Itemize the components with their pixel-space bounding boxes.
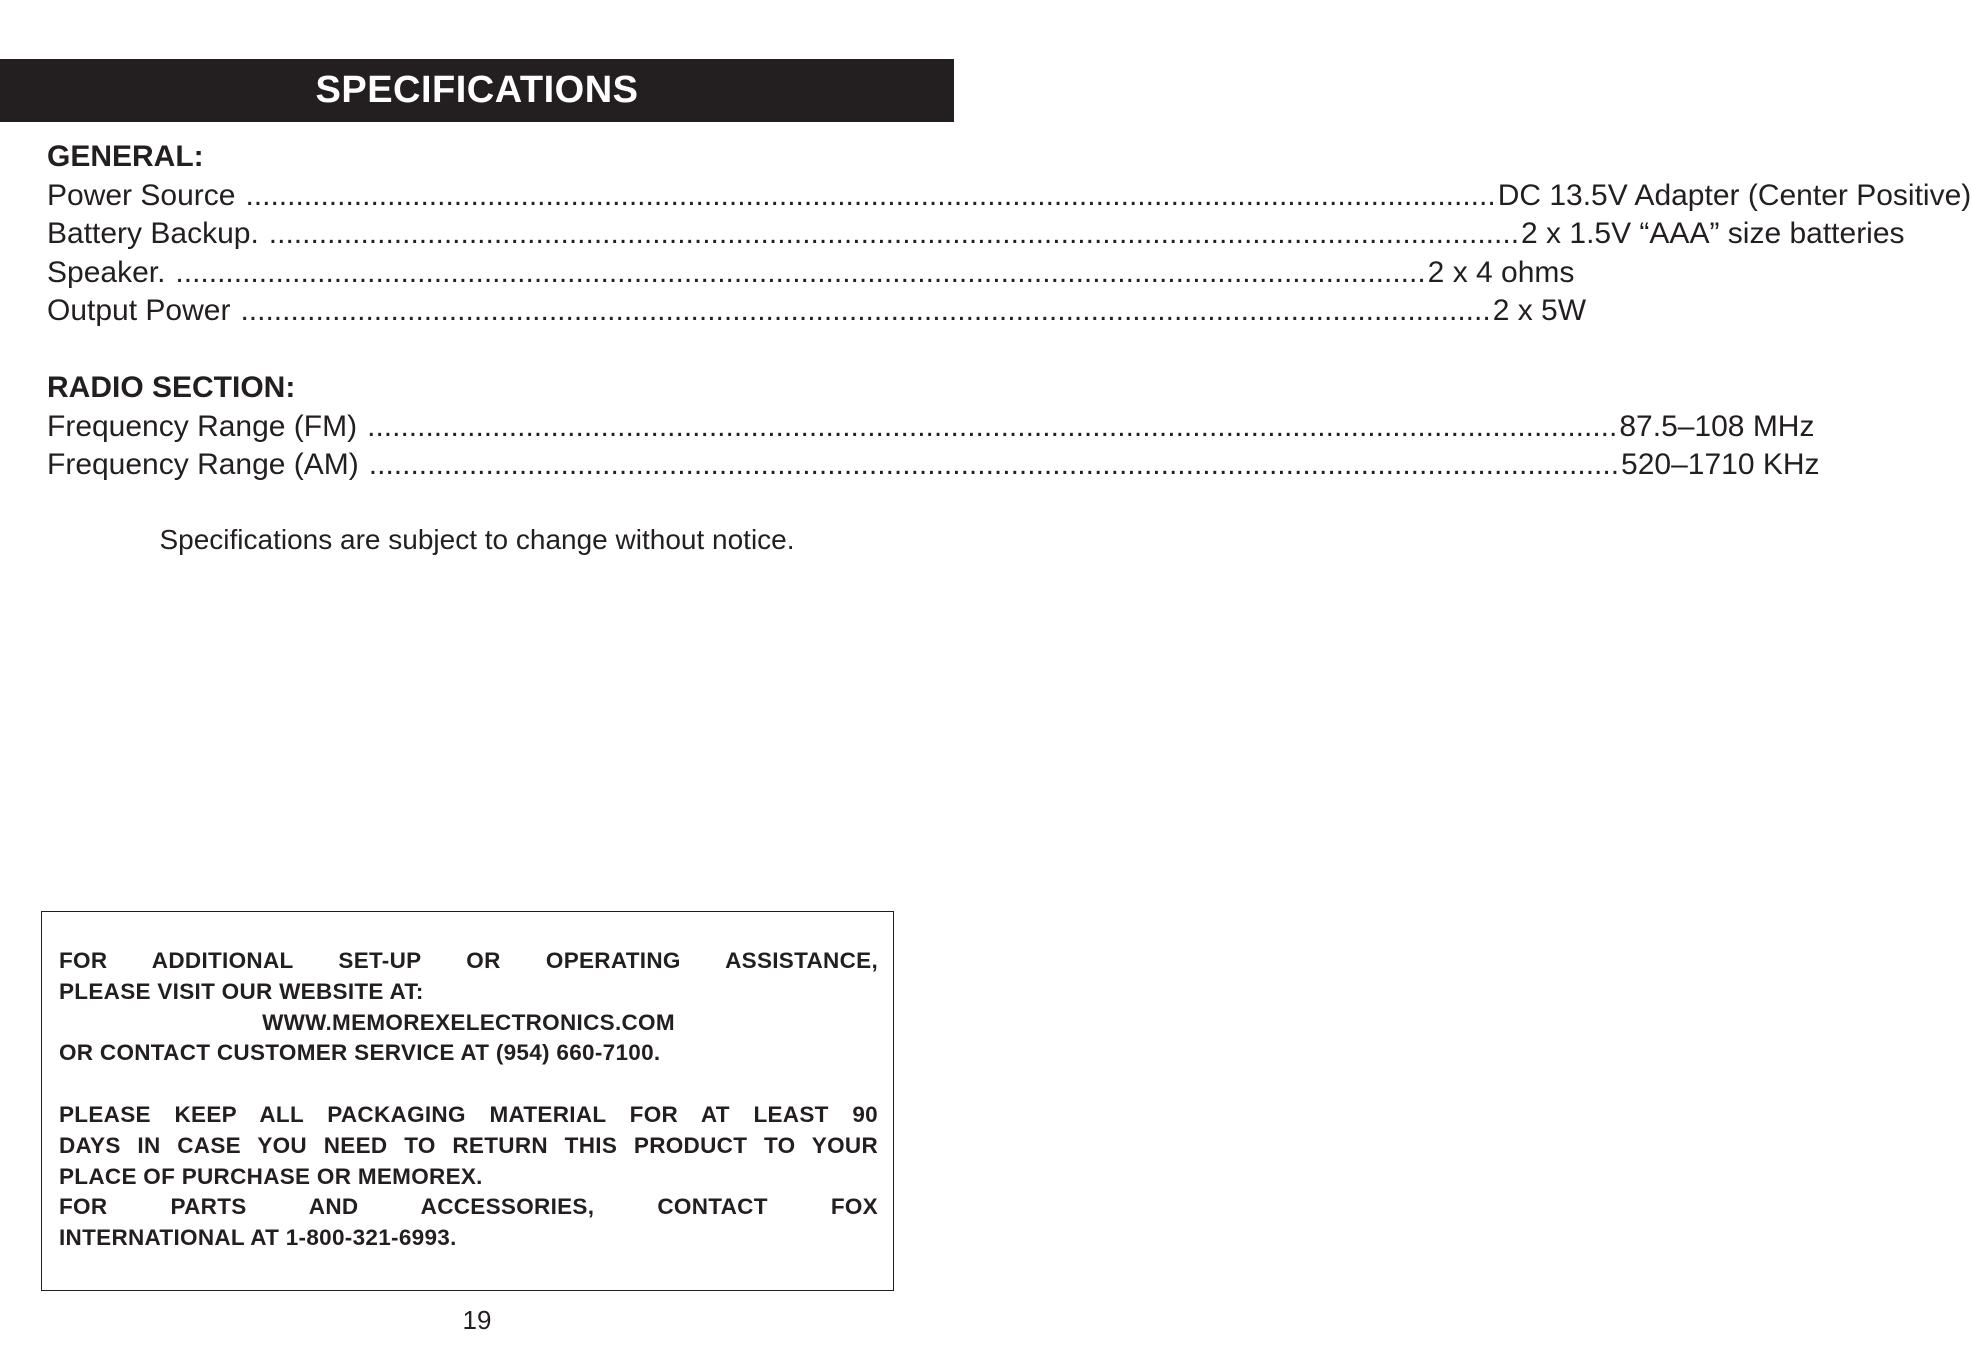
specs-content [47,138,1971,485]
dot-leader: ...................................................................................................................................................... [367,409,1618,443]
spec-value: 2 x 4 ohms [1427,255,1575,289]
spec-value: 87.5–108 MHz [1619,409,1815,443]
radio-heading: RADIO SECTION: [47,371,296,404]
spec-label: Output Power [47,294,231,327]
info-line: FOR ADDITIONAL SET-UP OR OPERATING ASSISTANCE, [59,948,878,973]
assistance-info-box [41,911,894,1291]
spec-label: Speaker. [47,255,166,289]
website-link[interactable]: WWW.MEMOREXELECTRONICS.COM [262,1009,675,1035]
info-line: DAYS IN CASE YOU NEED TO RETURN THIS PRODUCT TO YOUR [59,1132,878,1158]
dot-leader: ...................................................................................................................................................... [368,448,1620,481]
info-line: PLACE OF PURCHASE OR MEMOREX. [59,1163,483,1189]
page-title: SPECIFICATIONS [315,69,639,111]
dot-leader: ...................................................................................................................................................... [245,178,1496,212]
info-line: INTERNATIONAL AT 1-800-321-6993. [59,1225,457,1251]
assistance-text [59,946,878,1254]
spec-row-speaker [47,254,1575,293]
spec-row-power-source [47,177,1971,216]
spec-row-battery-backup [47,215,1905,254]
page-title-banner [0,59,954,122]
spec-label: Frequency Range (FM) [47,409,358,443]
info-line: FOR PARTS AND ACCESSORIES, CONTACT FOX [59,1194,878,1220]
info-line: OR CONTACT CUSTOMER SERVICE AT (954) 660-7100. [59,1040,661,1066]
spec-value: 2 x 5W [1492,294,1587,327]
change-notice: Specifications are subject to change without notice. [159,524,795,555]
spec-row-am-range [47,446,1820,485]
spacer [47,331,887,370]
spec-row-fm-range [47,408,1815,447]
spacer [59,1069,878,1100]
spec-label: Frequency Range (AM) [47,448,359,481]
dot-leader: ...................................................................................................................................................... [240,294,1491,327]
general-heading: GENERAL: [47,140,204,173]
dot-leader: ...................................................................................................................................................... [175,255,1426,289]
spec-row-output-power [47,292,1587,331]
info-line: PLEASE VISIT OUR WEBSITE AT: [59,978,424,1004]
page-number: 19 [462,1305,492,1335]
spec-value: 520–1710 KHz [1621,448,1820,481]
info-line: PLEASE KEEP ALL PACKAGING MATERIAL FOR AT LEAST 90 [59,1101,878,1127]
spec-value: DC 13.5V Adapter (Center Positive) [1497,178,1971,212]
spec-label: Power Source [47,178,236,212]
spec-value: 2 x 1.5V “AAA” size batteries [1521,217,1905,250]
spec-label: Battery Backup. [47,217,259,250]
dot-leader: ...................................................................................................................................................... [268,217,1520,250]
